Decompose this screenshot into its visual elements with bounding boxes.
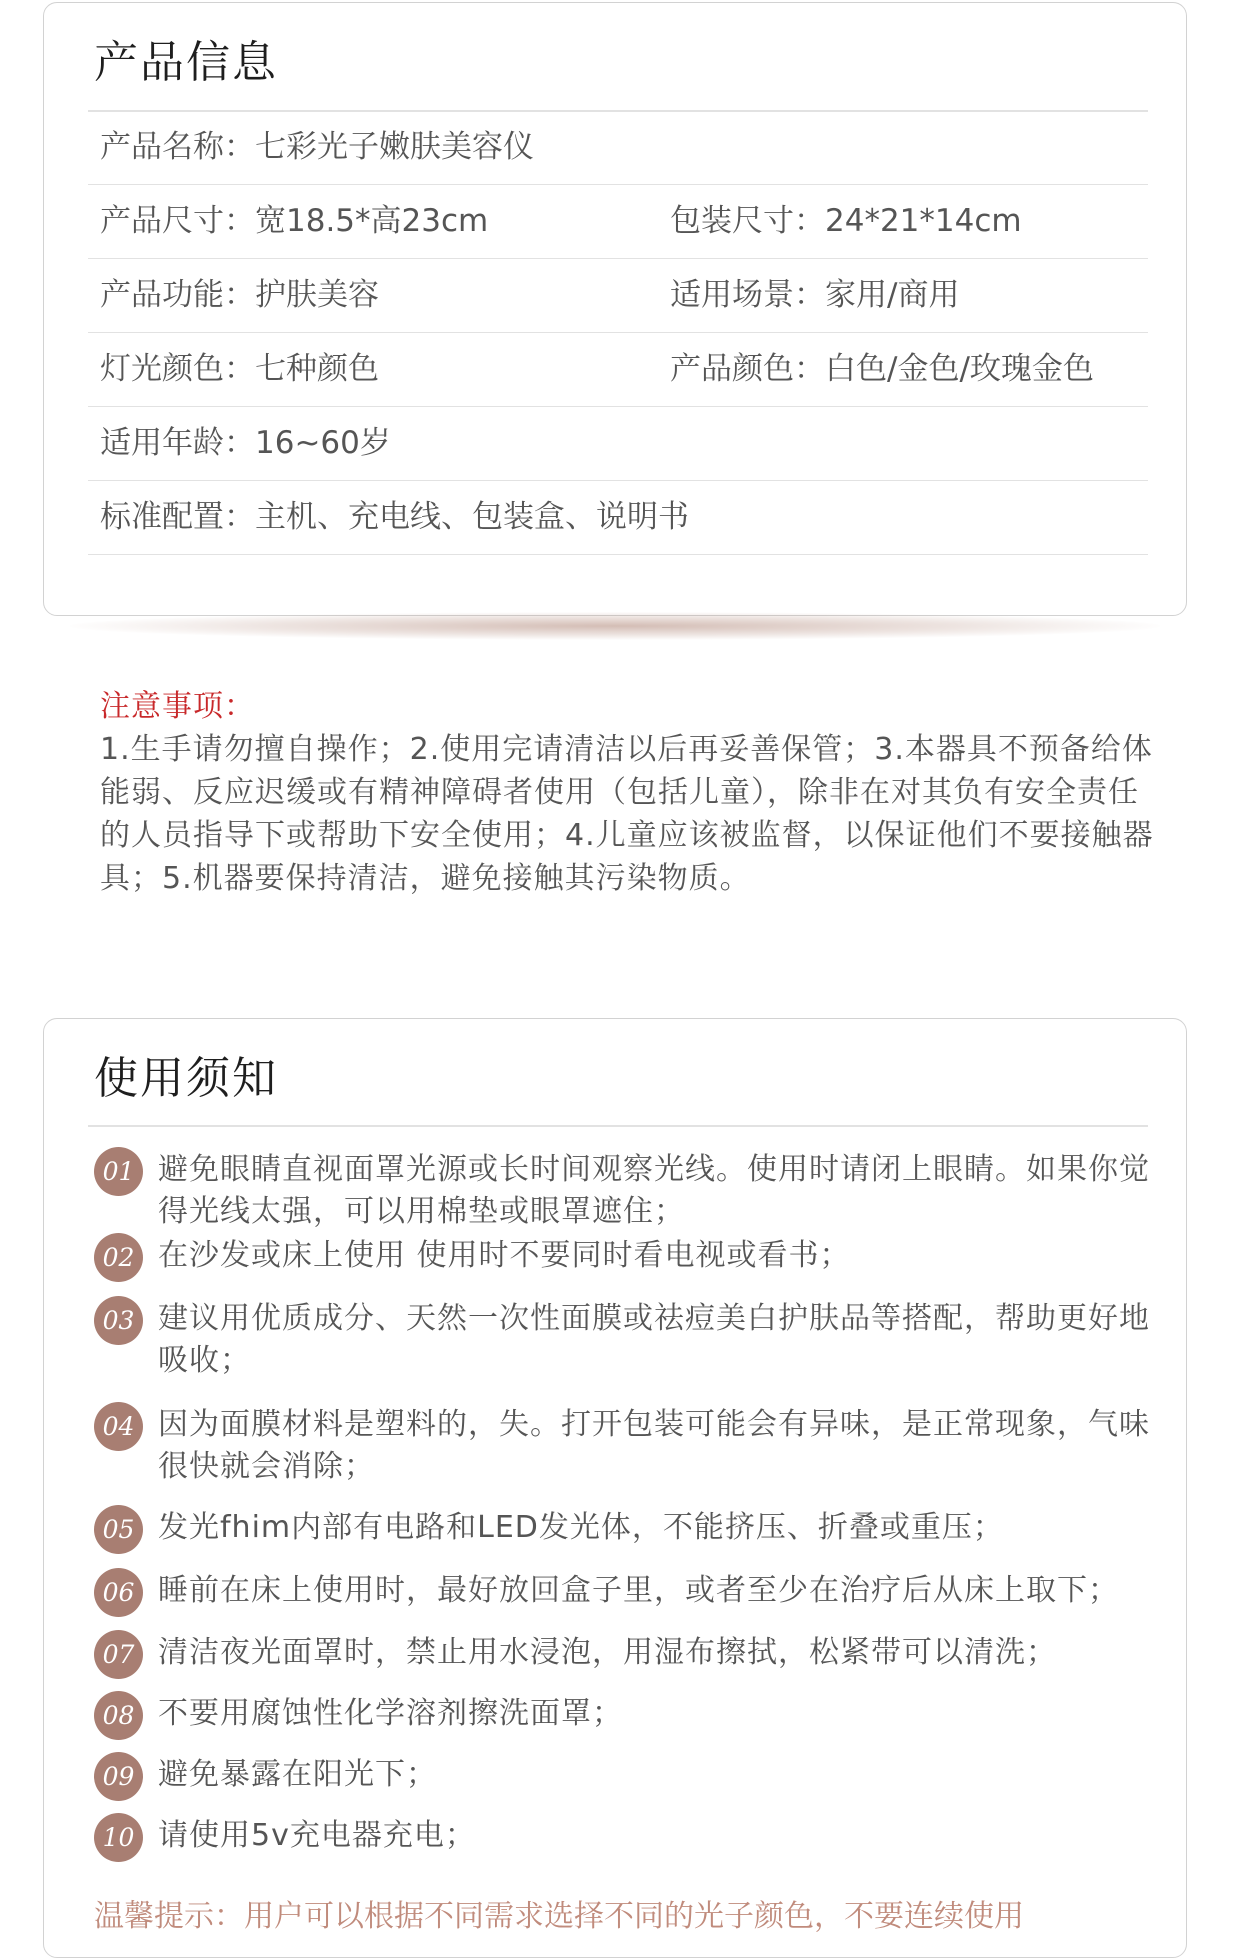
spec-row — [88, 333, 1148, 407]
notice-section — [100, 686, 1160, 900]
list-item — [94, 1568, 1162, 1630]
spec-row — [88, 111, 1148, 185]
spec-row — [88, 185, 1148, 259]
spec-function: 产品功能：护肤美容 — [100, 277, 379, 313]
list-item-text: 在沙发或床上使用 使用时不要同时看电视或看书； — [158, 1238, 851, 1273]
list-item — [94, 1233, 1162, 1296]
list-item — [94, 1630, 1162, 1691]
number-badge: 04 — [94, 1402, 143, 1451]
list-item-text: 清洁夜光面罩时，禁止用水浸泡，用湿布擦拭，松紧带可以清洗； — [158, 1635, 1057, 1670]
usage-title: 使用须知 — [94, 1053, 278, 1104]
number-badge: 10 — [94, 1813, 143, 1862]
notice-heading: 注意事项： — [100, 689, 255, 724]
title-divider — [88, 1125, 1148, 1127]
spec-product-size: 产品尺寸：宽18.5*高23cm — [100, 203, 489, 239]
list-item — [94, 1813, 1162, 1874]
list-item-text: 因为面膜材料是塑料的，失。打开包装可能会有异味，是正常现象，气味很快就会消除； — [158, 1407, 1150, 1484]
number-badge: 05 — [94, 1505, 143, 1554]
list-item — [94, 1752, 1162, 1813]
number-badge: 08 — [94, 1691, 143, 1740]
spec-row — [88, 481, 1148, 555]
number-badge: 02 — [94, 1233, 143, 1282]
list-item — [94, 1147, 1162, 1233]
list-item-text: 避免眼睛直视面罩光源或长时间观察光线。使用时请闭上眼睛。如果你觉得光线太强，可以用棉垫或眼罩遮住； — [158, 1152, 1150, 1229]
spec-package-size: 包装尺寸：24*21*14cm — [670, 203, 1022, 239]
number-badge: 06 — [94, 1568, 143, 1617]
list-item-text: 避免暴露在阳光下； — [158, 1757, 437, 1792]
spec-table — [88, 111, 1148, 555]
number-badge: 09 — [94, 1752, 143, 1801]
product-info-card — [43, 2, 1187, 616]
spec-age: 适用年龄：16~60岁 — [100, 425, 391, 461]
usage-list — [94, 1147, 1162, 1874]
list-item-text: 建议用优质成分、天然一次性面膜或祛痘美白护肤品等搭配，帮助更好地吸收； — [158, 1301, 1150, 1378]
notice-body: 1.生手请勿擅自操作；2.使用完请清洁以后再妥善保管；3.本器具不预备给体能弱、反应迟缓或有精神障碍者使用（包括儿童），除非在对其负有安全责任的人员指导下或帮助下安全使用；4.儿童应该被监督，以保证他们不要接触器具；5.机器要保持清洁，避免接触其污染物质。 — [100, 732, 1154, 896]
number-badge: 01 — [94, 1147, 143, 1196]
list-item — [94, 1296, 1162, 1402]
list-item-text: 请使用5v充电器充电； — [158, 1818, 476, 1853]
spec-scenario: 适用场景：家用/商用 — [670, 277, 960, 313]
list-item — [94, 1402, 1162, 1505]
spec-product-name: 产品名称：七彩光子嫩肤美容仪 — [100, 129, 534, 165]
list-item-text: 不要用腐蚀性化学溶剂擦洗面罩； — [158, 1696, 623, 1731]
spec-package-contents: 标准配置：主机、充电线、包装盒、说明书 — [100, 499, 689, 535]
card-shadow — [70, 612, 1160, 640]
spec-light-color: 灯光颜色：七种颜色 — [100, 351, 379, 387]
list-item-text: 发光fhim内部有电路和LED发光体，不能挤压、折叠或重压； — [158, 1510, 1004, 1545]
number-badge: 07 — [94, 1630, 143, 1679]
spec-row — [88, 259, 1148, 333]
list-item — [94, 1505, 1162, 1568]
number-badge: 03 — [94, 1296, 143, 1345]
spec-product-color: 产品颜色：白色/金色/玫瑰金色 — [670, 351, 1094, 387]
list-item — [94, 1691, 1162, 1752]
tip-text: 温馨提示：用户可以根据不同需求选择不同的光子颜色，不要连续使用 — [94, 1899, 1024, 1934]
usage-card — [43, 1018, 1187, 1958]
spec-row — [88, 407, 1148, 481]
list-item-text: 睡前在床上使用时，最好放回盒子里，或者至少在治疗后从床上取下； — [158, 1573, 1119, 1608]
product-info-title: 产品信息 — [94, 37, 278, 88]
